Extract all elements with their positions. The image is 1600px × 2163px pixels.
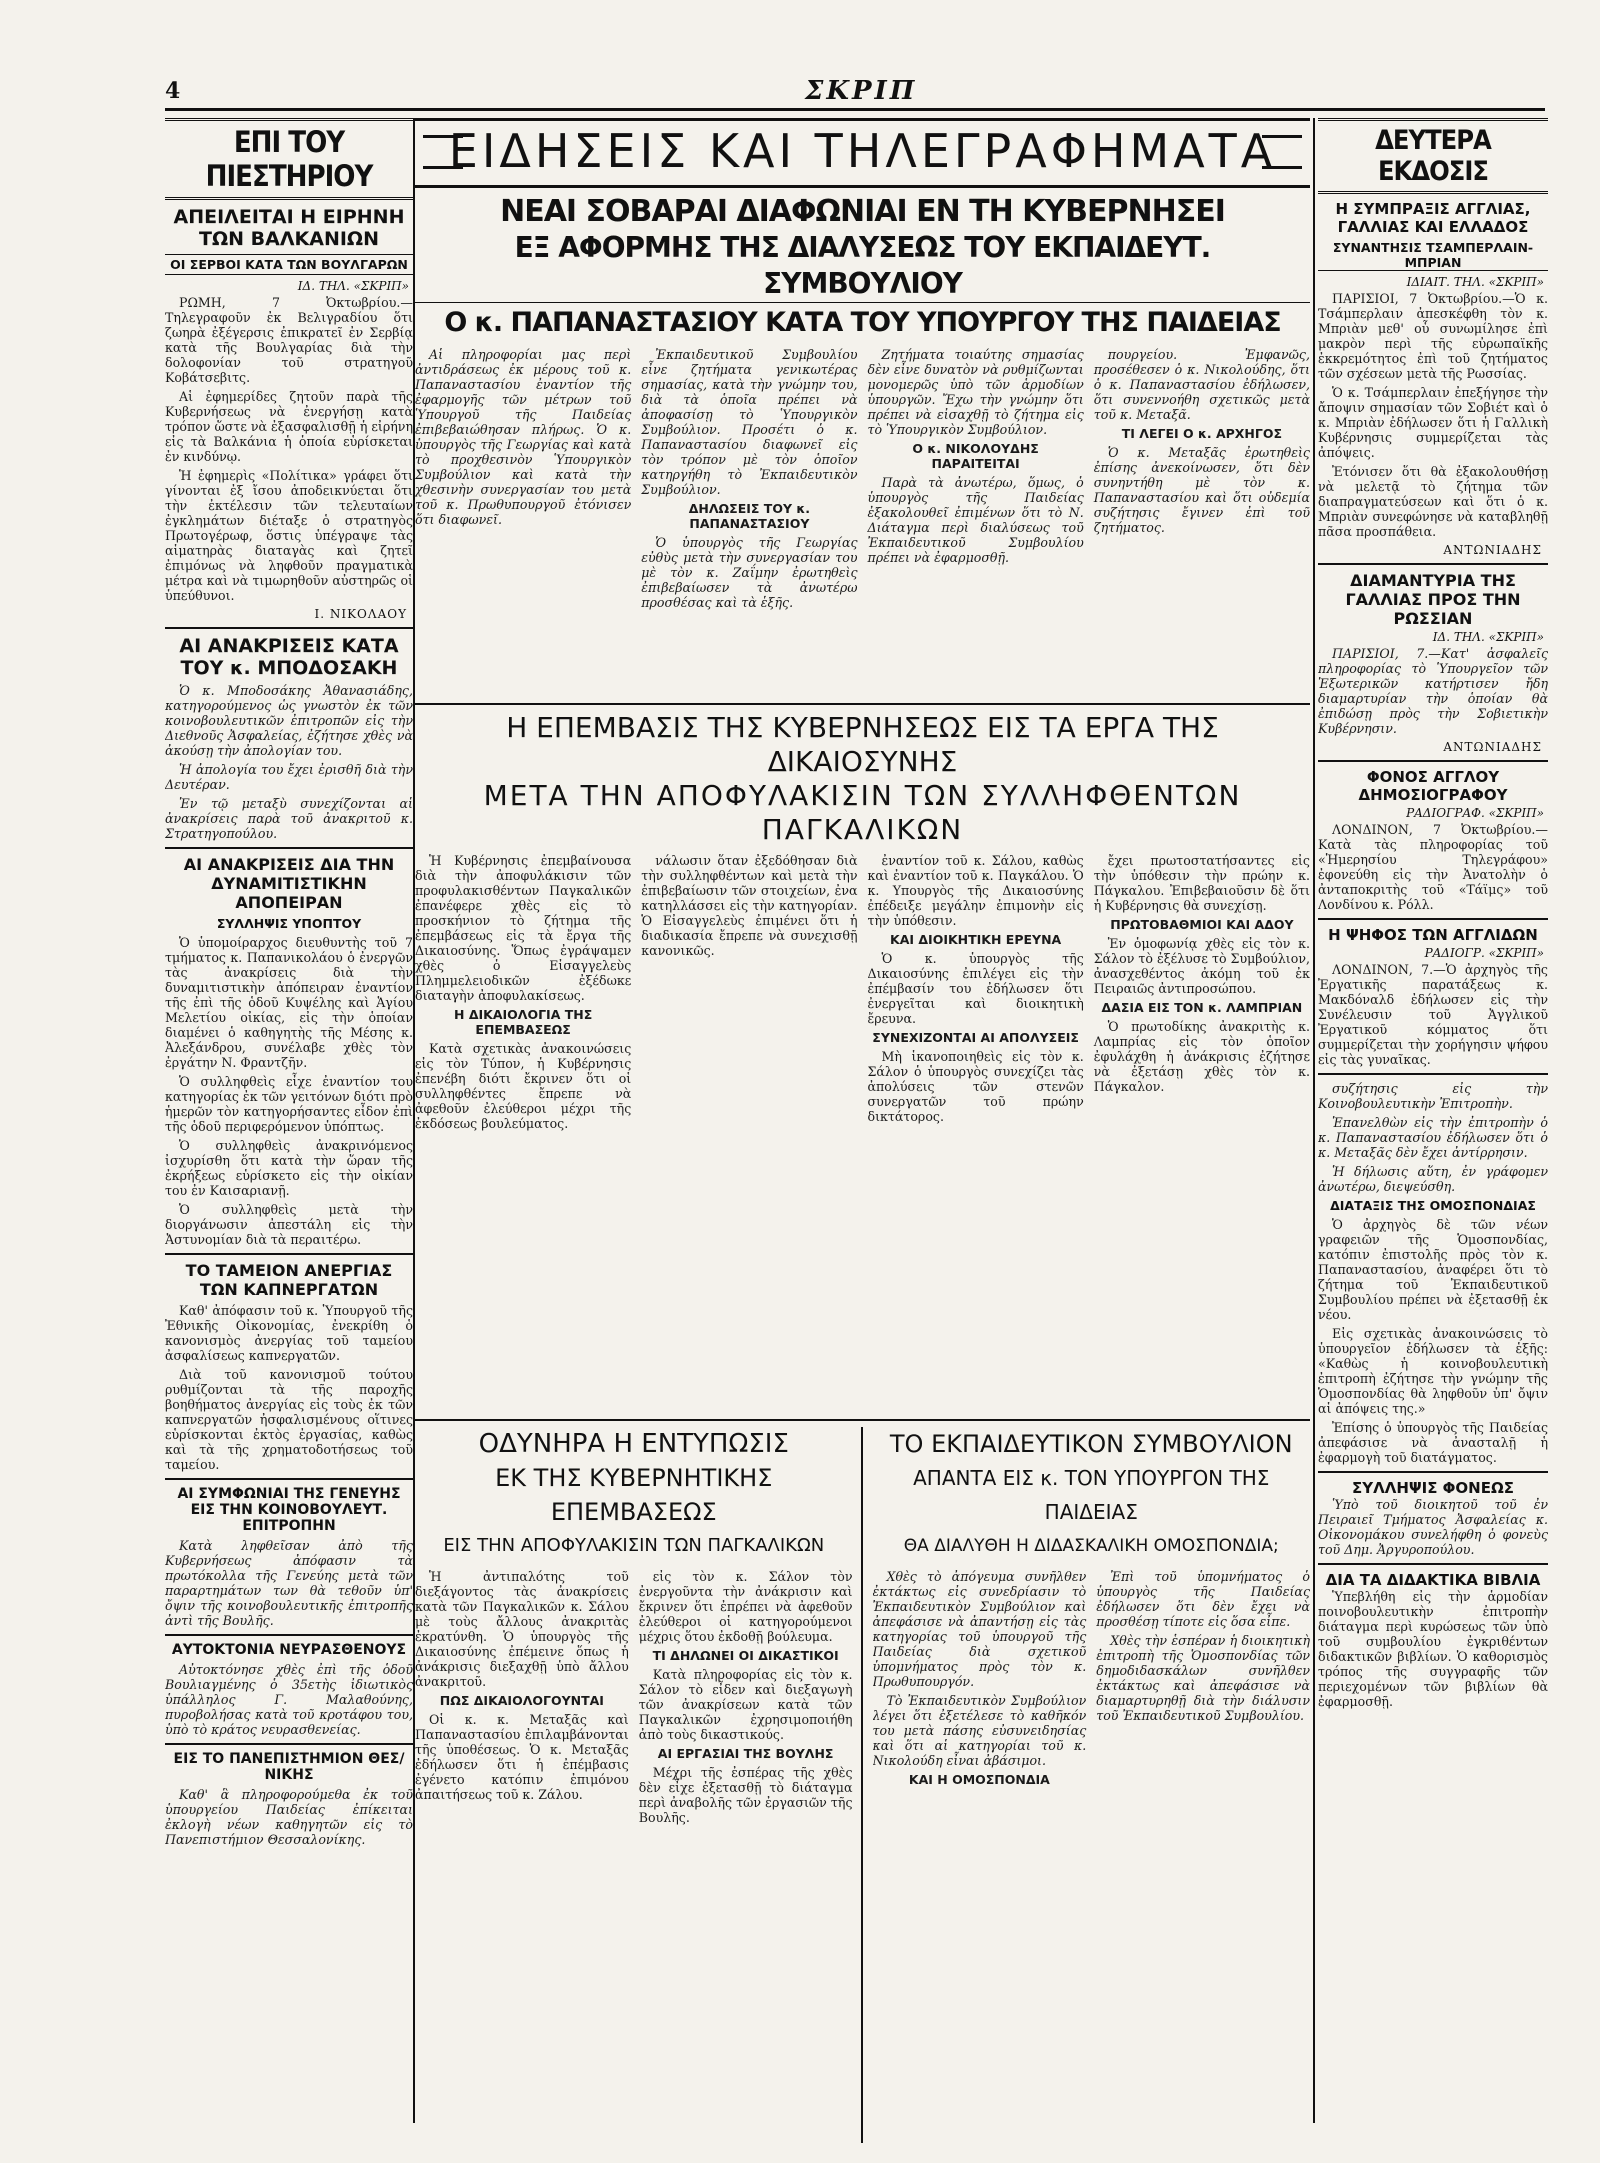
left-section-title: ΕΠΙ ΤΟΥ ΠΙΕΣΤΗΡΙΟΥ [205, 125, 373, 193]
article-body [1318, 646, 1548, 736]
article-body [165, 1538, 413, 1628]
paragraph: Κατὰ ληφθεῖσαν ἀπὸ τῆς Κυβερνήσεως ἀπόφασιν τὰ πρωτόκολλα τῆς Γενεύης μετὰ τῶν παραρτημάτων των θὰ τεθοῦν ὑπ' ὄψιν τῆς κοινοβουλευτικῆς ἐπιτροπῆς ἀντὶ τῆς Βουλῆς. [165, 1538, 413, 1628]
paper-name: ΣΚΡΙΠ [805, 76, 918, 106]
section-subhead: ΔΙΑΤΑΞΙΣ ΤΗΣ ΟΜΟΣΠΟΝΔΙΑΣ [1330, 1198, 1536, 1213]
article-headline: Η ΣΥΜΠΡΑΞΙΣ ΑΓΓΛΙΑΣ, ΓΑΛΛΙΑΣ ΚΑΙ ΕΛΛΑΔΟΣ [1335, 200, 1531, 236]
fourth-headline: ΘΑ ΔΙΑΛΥΘΗ Η ΔΙΔΑΣΚΑΛΙΚΗ ΟΜΟΣΠΟΝΔΙΑ; [903, 1536, 1279, 1556]
divider [165, 847, 413, 849]
divider [1318, 918, 1548, 920]
article-body [165, 295, 413, 603]
text-column [415, 1569, 629, 2143]
right-section-title: ΔΕΥΤΕΡΑ ΕΚΔΟΣΙΣ [1375, 125, 1491, 187]
paragraph: ΠΑΡΙΣΙΟΙ, 7.—Κατ' ἀσφαλεῖς πληροφορίας τὸ Ὑπουργεῖον τῶν Ἐξωτερικῶν κατήρτισεν ἤδη διαμαρτυρίαν τὴν ὁποίαν θὰ ἐπιδώσῃ πρὸς τὴν Σοβιετικὴν Κυβέρνησιν. [1318, 646, 1548, 736]
article-body [165, 1787, 413, 1847]
column-divider [1313, 118, 1315, 2123]
masthead-rule [165, 108, 1545, 111]
article-body [1318, 962, 1548, 1067]
article-headline: ΑΥΤΟΚΤΟΝΙΑ ΝΕΥΡΑΣΘΕΝΟΥΣ [171, 1642, 407, 1658]
article-headline: ΕΙΣ ΤΟ ΠΑΝΕΠΙΣΤΗΜΙΟΝ ΘΕΣ/ΝΙΚΗΣ [173, 1751, 405, 1783]
paragraph: Τὸ Ἐκπαιδευτικὸν Συμβούλιον λέγει ὅτι ἐξετέλεσε τὸ καθῆκόν του μετὰ πάσης εὐσυνειδησίας καὶ ὅτι αἱ κατηγορίαι τοῦ κ. Νικολούδη εἶναι ἀβάσιμοι. [872, 1693, 1087, 1768]
divider [165, 1478, 413, 1480]
article-headline: ΑΙ ΑΝΑΚΡΙΣΕΙΣ ΔΙΑ ΤΗΝ ΔΥΝΑΜΙΤΙΣΤΙΚΗΝ ΑΠΟΠΕΙΡΑΝ [183, 855, 395, 912]
section-subhead: ΚΑΙ ΔΙΟΙΚΗΤΙΚΗ ΕΡΕΥΝΑ [890, 932, 1062, 947]
article-subhead: ΣΥΛΛΗΨΙΣ ΥΠΟΠΤΟΥ [216, 916, 362, 931]
text-column [1096, 1569, 1310, 2143]
section-subhead: ΔΑΣΙΑ ΕΙΣ ΤΟΝ κ. ΛΑΜΠΡΙΑΝ [1101, 1000, 1303, 1015]
section-subhead: ΤΙ ΔΗΛΩΝΕΙ ΟΙ ΔΙΚΑΣΤΙΚΟΙ [652, 1648, 839, 1663]
dateline: ΡΑΔΙΟΓΡ. «ΣΚΡΙΠ» [1424, 946, 1544, 960]
second-article-columns [415, 853, 1310, 1413]
article-body [1318, 1589, 1548, 1709]
signature: Ι. ΝΙΚΟΛΑΟΥ [314, 607, 407, 621]
section-subhead: ΠΡΩΤΟΒΑΘΜΙΟΙ ΚΑΙ ΑΔΟΥ [1110, 917, 1294, 932]
lead-article-columns [415, 347, 1310, 697]
section-subhead: Η ΔΙΚΑΙΟΛΟΓΙΑ ΤΗΣ ΕΠΕΜΒΑΣΕΩΣ [454, 1007, 593, 1037]
article-headline: ΤΟ ΤΑΜΕΙΟΝ ΑΝΕΡΓΙΑΣ ΤΩΝ ΚΑΠΝΕΡΓΑΤΩΝ [185, 1261, 393, 1299]
paragraph: Παρὰ τὰ ἀνωτέρω, ὅμως, ὁ ὑπουργὸς τῆς Παιδείας ἐξακολουθεῖ ἐπιμένων ὅτι τὸ Ν. Διάταγμα περὶ διαλύσεως τοῦ Ἐκπαιδευτικοῦ Συμβουλίου πρέπει νὰ ἐφαρμοσθῇ. [867, 475, 1084, 565]
paragraph: Εἰς σχετικὰς ἀνακοινώσεις τὸ ὑπουργεῖον ἐδήλωσεν τὰ ἑξῆς: «Καθὼς ἡ κοινοβουλευτικὴ ἐπιτροπὴ ἐζήτησε τὴν γνώμην τῆς Ὁμοσπονδίας θὰ ληφθοῦν ὑπ' ὄψιν αἱ ἀπόψεις της.» [1318, 1326, 1548, 1416]
paragraph: Ζητήματα τοιαύτης σημασίας δὲν εἶνε δυνατὸν νὰ ρυθμίζωνται μονομερῶς ὑπὸ τῶν ἁρμοδίων ὑπουργῶν. Ἔχω τὴν γνώμην ὅτι πρέπει νὰ εἰσαχθῇ τὸ ζήτημα εἰς τὸ Ὑπουργικὸν Συμβούλιον. [867, 347, 1084, 437]
paragraph: ΡΩΜΗ, 7 Ὀκτωβρίου.—Τηλεγραφοῦν ἐκ Βελιγραδίου ὅτι ζωηρὰ ἐξέγερσις ἐπικρατεῖ ἐν Σερβίᾳ κατὰ τῆς Βουλγαρίας διὰ τὴν δολοφονίαν τοῦ στρατηγοῦ Κοβάτσεβιτς. [165, 295, 413, 385]
paragraph: ΛΟΝΔΙΝΟΝ, 7.—Ὁ ἀρχηγὸς τῆς Ἐργατικῆς παρατάξεως κ. Μακδόναλδ ἐδήλωσεν εἰς τὴν Συνέλευσιν τοῦ Ἀγγλικοῦ Ἐργατικοῦ κόμματος ὅτι συμμερίζεται τὴν χορήγησιν ψήφου εἰς τὰς γυναῖκας. [1318, 962, 1548, 1067]
paragraph: Ἐκπαιδευτικοῦ Συμβουλίου εἶνε ζητήματα γενικωτέρας σημασίας, κατὰ τὴν γνώμην του, διὰ τὰ ὁποῖα πρέπει νὰ ἀποφασίσῃ τὸ Ὑπουργικὸν Συμβούλιον. Προσέτι ὁ κ. Παπαναστασίου διαφωνεῖ εἰς τὸν τρόπον μὲ τὸν ὁποῖον κατηργήθη τὸ Ἐκπαιδευτικὸν Συμβούλιον. [641, 347, 858, 497]
paragraph: εἰς τὸν κ. Σάλον τὸν ἐνεργοῦντα τὴν ἀνάκρισιν καὶ ἔκρινεν ὅτι ἐπρέπει νὰ ἀφεθοῦν ἐλεύθεροι οἱ κατηγορούμενοι μέχρις ὅτου ἐκδοθῇ βούλευμα. [638, 1569, 853, 1644]
section-subhead: ΤΙ ΛΕΓΕΙ Ο κ. ΑΡΧΗΓΟΣ [1121, 426, 1283, 441]
divider [1318, 563, 1548, 565]
paragraph: Κατὰ πληροφορίας εἰς τὸν κ. Σάλον τὸ εἶδεν καὶ διεξαγωγὴ τῶν ἀνακρίσεων κατὰ τῶν Παγκαλικῶν ἐχρησιμοποιήθη ἀπὸ τοὺς δικαστικούς. [638, 1667, 853, 1742]
paragraph: Ὁ κ. Μεταξᾶς ἐρωτηθεὶς ἐπίσης ἀνεκοίνωσεν, ὅτι δὲν συνηντήθη μὲ τὸν κ. Παπαναστασίου καὶ ὅτι οὐδεμία συζήτησις ἔγινεν ἐπὶ τοῦ ζητήματος. [1093, 445, 1310, 535]
article-body [165, 1662, 413, 1737]
paragraph: νάλωσιν ὅταν ἐξεδόθησαν διὰ τὴν συλληφθέντων καὶ μετὰ τὴν ἐπιβεβαίωσιν τῶν στοιχείων, ἐνα κατηλλάσσει εἰς τὴν κατηγορίαν. Ὁ Εἰσαγγελεὺς ἐπιμένει ὅτι ἡ διαδικασία ἔπρεπε νὰ συνεχισθῇ κανονικῶς. [641, 853, 858, 958]
divider [415, 1419, 1310, 1421]
paragraph: Ὁ ὑπομοίραρχος διευθυντὴς τοῦ 7 τμήματος κ. Παπανικολάου ὁ ἐνεργῶν τὰς ἀνακρίσεις διὰ τὴν δυναμιτιστικὴν ἀπόπειραν ἐναντίον τῆς ἐπὶ τῆς ὁδοῦ Κυψέλης καὶ Ἁγίου Μελετίου οἰκίας, εἰς τὴν ὁποίαν διαμένει ὁ καθηγητὴς τῆς Μέσης κ. Ἀλεξάνδρου, συνέλαβε χθὲς τὸν ἐργάτην Ν. Φραντζῆν. [165, 935, 413, 1070]
paragraph: Ἐν τῷ μεταξὺ συνεχίζονται αἱ ἀνακρίσεις παρὰ τοῦ ἀνακριτοῦ κ. Στρατηγοπούλου. [165, 796, 413, 841]
text-column [639, 1569, 853, 2143]
lead-headline: ΕΞ ΑΦΟΡΜΗΣ ΤΗΣ ΔΙΑΛΥΣΕΩΣ ΤΟΥ ΕΚΠΑΙΔΕΥΤ. ΣΥΜΒΟΥΛΙΟΥ [514, 231, 1211, 300]
bottom-articles [415, 1427, 1310, 2143]
right-column [1318, 118, 1548, 2143]
paragraph: Ἐτόνισεν ὅτι θὰ ἐξακολουθήσῃ νὰ μελετᾷ τὸ ζήτημα τῶν διαπραγματεύσεων καὶ ὅτι ὁ κ. Μπριὰν συνεφώνησε νὰ καταβληθῇ πᾶσα προσπάθεια. [1318, 464, 1548, 539]
paragraph: Διὰ τοῦ κανονισμοῦ τούτου ρυθμίζονται τὰ τῆς παροχῆς βοηθήματος ἀνεργίας εἰς τοὺς ἐκ τῶν καπνεργατῶν ἠσφαλισμένους οἵτινες εὑρίσκονται ἐκτὸς ἐργασίας, καθὼς καὶ τὰ τῆς χρηματοδοτήσεως τοῦ ταμείου. [165, 1367, 413, 1472]
paragraph: Μέχρι τῆς ἐσπέρας τῆς χθὲς δὲν εἶχε ἐξετασθῇ τὸ διάταγμα περὶ ἀναβολῆς τῶν ἐργασιῶν τῆς Βουλῆς. [638, 1765, 853, 1825]
text-column [1094, 853, 1310, 1413]
paragraph: Ὁ συλληφθεὶς ἀνακρινόμενος ἰσχυρίσθη ὅτι κατὰ τὴν ὥραν τῆς ἐκρήξεως εὑρίσκετο εἰς τὴν οἰκίαν του ἐν Καισαριανῇ. [165, 1138, 413, 1198]
masthead [165, 72, 1545, 112]
text-column [641, 853, 857, 1413]
paragraph: Ὁ κ. ὑπουργὸς τῆς Δικαιοσύνης ἐπιλέγει εἰς τὴν ἐπέμβασίν του ἐδήλωσεν ὅτι ἐνεργεῖται καὶ διοικητικὴ ἔρευνα. [867, 951, 1084, 1026]
paragraph: Ὁ κ. Τσάμπερλαιν ἐπεξήγησε τὴν ἄποψιν σημασίαν τῶν Σοβιέτ καὶ ὁ κ. Μπριὰν ἐδήλωσεν ὅτι ἡ Γαλλικὴ Κυβέρνησις συμμερίζεται τὰς ἀπόψεις. [1318, 385, 1548, 460]
text-column [415, 853, 631, 1413]
divider [1318, 760, 1548, 762]
paragraph: Αἱ πληροφορίαι μας περὶ ἀντιδράσεως ἐκ μέρους τοῦ κ. Παπαναστασίου ἐναντίον τῆς ἐφαρμογῆς τῶν μέτρων τοῦ Ὑπουργοῦ τῆς Παιδείας ἐπιβεβαιώθησαν πλήρως. Ὁ κ. ὑπουργὸς τῆς Γεωργίας καὶ κατὰ τὸ προχθεσινὸν Ὑπουργικὸν Συμβούλιον καὶ κατὰ τὴν χθεσινὴν συνεργασίαν του μετὰ τοῦ κ. Πρωθυπουργοῦ ἐτόνισεν ὅτι διαφωνεῖ. [415, 347, 632, 527]
article-body [1318, 822, 1548, 912]
decorative-bars [423, 135, 463, 169]
section-subhead: ΠΩΣ ΔΙΚΑΙΟΛΟΓΟΥΝΤΑΙ [439, 1693, 604, 1708]
article-body [165, 683, 413, 841]
dateline: ΙΔΙΑΙΤ. ΤΗΛ. «ΣΚΡΙΠ» [1406, 275, 1544, 289]
paragraph: Ὑπεβλήθη εἰς τὴν ἁρμοδίαν ποινοβουλευτικὴν ἐπιτροπὴν διάταγμα περὶ κυρώσεως τῶν ὑπὸ τοῦ συμβουλίου ἐγκριθέντων διδακτικῶν βιβλίων. Ὁ καθορισμὸς τρόπος τῆς συγγραφῆς τῶν περιεχομένων τῶν βιβλίων θὰ ἐφαρμοσθῇ. [1318, 1589, 1548, 1709]
second-headline: Η ΕΠΕΜΒΑΣΙΣ ΤΗΣ ΚΥΒΕΡΝΗΣΕΩΣ ΕΙΣ ΤΑ ΕΡΓΑ ΤΗΣ ΔΙΚΑΙΟΣΥΝΗΣ [506, 711, 1219, 778]
fourth-headline: ΤΟ ΕΚΠΑΙΔΕΥΤΙΚΟΝ ΣΥΜΒΟΥΛΙΟΝ [889, 1430, 1293, 1458]
paragraph: Ἐπανελθὼν εἰς τὴν ἐπιτροπὴν ὁ κ. Παπαναστασίου ἐδήλωσεν ὅτι ὁ κ. Μεταξᾶς δὲν ἔχει ἀντίρρησιν. [1318, 1115, 1548, 1160]
main-title: ΕΙΔΗΣΕΙΣ ΚΑΙ ΤΗΛΕΓΡΑΦΗΜΑΤΑ [448, 124, 1277, 178]
third-article-columns [415, 1569, 853, 2143]
text-column [868, 853, 1084, 1413]
section-subhead: ΑΙ ΕΡΓΑΣΙΑΙ ΤΗΣ ΒΟΥΛΗΣ [657, 1746, 834, 1761]
third-headline: ΕΙΣ ΤΗΝ ΑΠΟΦΥΛΑΚΙΣΙΝ ΤΩΝ ΠΑΓΚΑΛΙΚΩΝ [443, 1535, 825, 1556]
paragraph: Ὁ πρωτοδίκης ἀνακριτὴς κ. Λαμπρίας εἰς τὸν ὁποῖον ἐφυλάχθη ἡ ἀνάκρισις ἐζήτησε νὰ ἐξετάσῃ χθὲς τὸν κ. Πάγκαλον. [1093, 1019, 1310, 1094]
article-headline: ΔΙΑΜΑΝΤΥΡΙΑ ΤΗΣ ΓΑΛΛΙΑΣ ΠΡΟΣ ΤΗΝ ΡΩΣΣΙΑΝ [1345, 571, 1521, 628]
section-subhead: ΔΗΛΩΣΕΙΣ ΤΟΥ κ. ΠΑΠΑΝΑΣΤΑΣΙΟΥ [688, 501, 810, 531]
divider [1318, 1073, 1548, 1075]
divider [415, 703, 1310, 705]
paragraph: Ἡ δήλωσις αὕτη, ἐν γράφομεν ἀνωτέρω, διεψεύσθη. [1318, 1164, 1548, 1194]
paragraph: Μὴ ἱκανοποιηθεὶς εἰς τὸν κ. Σάλον ὁ ὑπουργὸς συνεχίζει τὰς ἀπολύσεις τῶν στενῶν συνεργατῶν τοῦ πρώην δικτάτορος. [867, 1049, 1084, 1124]
left-section-title-box [165, 118, 413, 200]
paragraph: Χθὲς τὴν ἑσπέραν ἡ διοικητικὴ ἐπιτροπὴ τῆς Ὁμοσπονδίας τῶν δημοδιδασκάλων συνῆλθεν ἐκτάκτως καὶ ἀπεφάσισε νὰ διαμαρτυρηθῇ διὰ τὴν διάλυσιν τοῦ Ἐκπαιδευτικοῦ Συμβουλίου. [1096, 1633, 1310, 1723]
paragraph: Ὁ ἀρχηγὸς δὲ τῶν νέων γραφειῶν τῆς Ὁμοσπονδίας, κατόπιν ἐπιστολῆς πρὸς τὸν κ. Παπαναστασίου, ἀναφέρει ὅτι τὸ ζήτημα τοῦ Ἐκπαιδευτικοῦ Συμβουλίου πρέπει νὰ ἐξετασθῇ ἐκ νέου. [1318, 1217, 1548, 1322]
paragraph: Κατὰ σχετικὰς ἀνακοινώσεις εἰς τὸν Τύπον, ἡ Κυβέρνησις ἐπενέβη διότι ἔκρινεν ὅτι οἱ συλληφθέντες ἔπρεπε νὰ ἀφεθοῦν ἐλεύθεροι μέχρι τῆς ἐκδόσεως βουλεύματος. [415, 1041, 632, 1131]
fourth-headline: ΑΠΑΝΤΑ ΕΙΣ κ. ΤΟΝ ΥΠΟΥΡΓΟΝ ΤΗΣ ΠΑΙΔΕΙΑΣ [913, 1466, 1270, 1524]
text-column [1094, 347, 1310, 697]
article-body [165, 1303, 413, 1472]
paragraph: Ὁ κ. Μποδοσάκης Ἀθανασιάδης, κατηγορούμενος ὡς γνωστὸν ἐκ τῶν κοινοβουλευτικῶν ἐπιτροπῶν εἰς τὴν Διεθνοῦς Ἀσφαλείας, ἐζήτησε χθὲς νὰ ἀκούσῃ τὴν ἀπολογίαν του. [165, 683, 413, 758]
paragraph: Οἱ κ. κ. Μεταξᾶς καὶ Παπαναστασίου ἐπιλαμβάνονται τῆς ὑποθέσεως. Ὁ κ. Μεταξᾶς ἐδήλωσεν ὅτι ἡ ἐπέμβασις ἐγένετο κατόπιν ἐπιμόνου ἀπαιτήσεως τοῦ κ. Ζάλου. [415, 1712, 629, 1802]
paragraph: πουργείου. Ἐμφανῶς, προσέθεσεν ὁ κ. Νικολούδης, ὅτι ὁ κ. Παπαναστασίου ἐδήλωσεν, ὅτι συνεννοήθη σχετικῶς μετὰ τοῦ κ. Μεταξᾶ. [1093, 347, 1310, 422]
divider [165, 1253, 413, 1255]
fourth-article [873, 1427, 1311, 2143]
article-headline: ΔΙΑ ΤΑ ΔΙΔΑΚΤΙΚΑ ΒΙΒΛΙΑ [1325, 1571, 1541, 1589]
divider [1318, 1563, 1548, 1565]
text-column [641, 347, 857, 697]
fourth-article-columns [873, 1569, 1311, 2143]
main-title-box [415, 118, 1310, 188]
divider [1318, 1471, 1548, 1473]
lead-headline: Ο κ. ΠΑΠΑΝΑΣΤΑΣΙΟΥ ΚΑΤΑ ΤΟΥ ΥΠΟΥΡΓΟΥ ΤΗΣ ΠΑΙΔΕΙΑΣ [415, 302, 1310, 341]
divider [165, 1634, 413, 1636]
paragraph: Καθ' ἀπόφασιν τοῦ κ. Ὑπουργοῦ τῆς Ἐθνικῆς Οἰκονομίας, ἐνεκρίθη ὁ κανονισμὸς ἀνεργίας τοῦ ταμείου ἀσφαλίσεως καπνεργατῶν. [165, 1303, 413, 1363]
article-headline: ΑΙ ΣΥΜΦΩΝΙΑΙ ΤΗΣ ΓΕΝΕΥΗΣ ΕΙΣ ΤΗΝ ΚΟΙΝΟΒΟΥΛΕΥΤ. ΕΠΙΤΡΟΠΗΝ [177, 1486, 401, 1534]
paragraph: ΠΑΡΙΣΙΟΙ, 7 Ὀκτωβρίου.—Ὁ κ. Τσάμπερλαιν ἀπεσκέφθη τὸν κ. Μπριὰν μεθ' οὗ συνωμίλησε ἐπὶ μακρὸν περὶ τῆς εὐρωπαϊκῆς ἐκκρεμότητος ἐπὶ τοῦ ζητήματος τῶν σχέσεων μετὰ τῆς Ρωσσίας. [1318, 291, 1548, 381]
article-headline: ΑΙ ΑΝΑΚΡΙΣΕΙΣ ΚΑΤΑ ΤΟΥ κ. ΜΠΟΔΟΣΑΚΗ [179, 635, 399, 679]
paragraph: Καθ' ἃ πληροφορούμεθα ἐκ τοῦ ὑπουργείου Παιδείας ἐπίκειται ἐκλογὴ νέων καθηγητῶν εἰς τὸ Πανεπιστήμιον Θεσσαλονίκης. [165, 1787, 413, 1847]
dateline: ΙΔ. ΤΗΛ. «ΣΚΡΙΠ» [1432, 630, 1544, 644]
third-headline: ΟΔΥΝΗΡΑ Η ΕΝΤΥΠΩΣΙΣ [478, 1429, 789, 1459]
third-article [415, 1427, 863, 2143]
paragraph: συζήτησις εἰς τὴν Κοινοβουλευτικὴν Ἐπιτροπὴν. [1318, 1081, 1548, 1111]
paragraph: Ὁ ὑπουργὸς τῆς Γεωργίας εὐθὺς μετὰ τὴν συνεργασίαν του μὲ τὸν κ. Ζαΐμην ἐρωτηθεὶς ἐπιβεβαίωσεν τὰ ἀνωτέρω προσθέσας καὶ τὰ ἑξῆς. [641, 535, 858, 610]
lead-headline: ΝΕΑΙ ΣΟΒΑΡΑΙ ΔΙΑΦΩΝΙΑΙ ΕΝ ΤΗ ΚΥΒΕΡΝΗΣΕΙ [500, 194, 1225, 229]
article-body [1318, 1081, 1548, 1194]
text-column [873, 1569, 1087, 2143]
paragraph: Ὁ συλληφθεὶς εἶχε ἐναντίον του κατηγορίας ἐκ τῶν γειτόνων διότι πρὸ ἡμερῶν τὸν κατηγορήσαντες εἶδον ἐπὶ τῆς ὁδοῦ περιφερόμενον ὑπόπτως. [165, 1074, 413, 1134]
dateline: ΡΑΔΙΟΓΡΑΦ. «ΣΚΡΙΠ» [1406, 806, 1544, 820]
paragraph: ΛΟΝΔΙΝΟΝ, 7 Ὀκτωβρίου.—Κατὰ τὰς πληροφορίας τοῦ «Ἡμερησίου Τηλεγράφου» ἐφονεύθη εἰς τὴν Ἀνατολὴν ὁ ἀνταποκριτὴς τοῦ «Τάϊμς» τοῦ Λονδίνου κ. Ρόλλ. [1318, 822, 1548, 912]
paragraph: Ὑπὸ τοῦ διοικητοῦ τοῦ ἐν Πειραιεῖ Τμήματος Ἀσφαλείας κ. Οἰκονομάκου συνελήφθη ὁ φονεὺς τοῦ Δημ. Ἀργυροπούλου. [1318, 1497, 1548, 1557]
signature: ΑΝΤΩΝΙΑΔΗΣ [1443, 543, 1542, 557]
article-body [165, 935, 413, 1247]
paragraph: Αὐτοκτόνησε χθὲς ἐπὶ τῆς ὁδοῦ Βουλιαγμένης ὁ 35ετὴς ἰδιωτικὸς ὑπάλληλος Γ. Μαλαθούνης, πυροβολήσας κατὰ τοῦ κροτάφου του, ὑπὸ τὸ κράτος νευρασθενείας. [165, 1662, 413, 1737]
article-headline: ΦΟΝΟΣ ΑΓΓΛΟΥ ΔΗΜΟΣΙΟΓΡΑΦΟΥ [1358, 768, 1508, 804]
dateline: ΙΔ. ΤΗΛ. «ΣΚΡΙΠ» [297, 279, 409, 293]
article-subhead: ΣΥΝΑΝΤΗΣΙΣ ΤΣΑΜΠΕΡΛΑΙΝ-ΜΠΡΙΑΝ [1318, 240, 1548, 271]
text-column [415, 347, 631, 697]
left-column [165, 118, 413, 2143]
paragraph: Ἡ ἀντιπαλότης τοῦ διεξάγοντος τὰς ἀνακρίσεις κατὰ τῶν Παγκαλικῶν κ. Σάλου μὲ τοὺς ἄλλους ἀνακριτὰς ἐκρατύνθη. Ὁ ὑπουργὸς τῆς Δικαιοσύνης ἐπέμεινε ὅπως ἡ ἀνάκρισις διεξαχθῇ ὑπὸ ἄλλου ἀνακριτοῦ. [415, 1569, 629, 1689]
article-body [1318, 1217, 1548, 1465]
second-headline: ΜΕΤΑ ΤΗΝ ΑΠΟΦΥΛΑΚΙΣΙΝ ΤΩΝ ΣΥΛΛΗΦΘΕΝΤΩΝ ΠΑΓΚΑΛΙΚΩΝ [483, 779, 1242, 846]
section-subhead: Ο κ. ΝΙΚΟΛΟΥΔΗΣ ΠΑΡΑΙΤΕΙΤΑΙ [912, 441, 1039, 471]
decorative-bars [1262, 135, 1302, 169]
paragraph: Ἡ ἐφημερὶς «Πολίτικα» γράφει ὅτι γίνονται ἐξ ἴσου ἀποδεικνύεται ὅτι τὴν ἐκτέλεσιν τῶν τελευταίων ἐγκλημάτων διέταξε ὁ στρατηγὸς Πρωτογέρωφ, ὅστις ὑπέγραψε τὰς αἱματηρὰς διαταγὰς καὶ ζητεῖ ἐπιμόνως νὰ ληφθοῦν πραγματικὰ μέτρα καὶ νὰ τιμωρηθοῦν αὐστηρῶς οἱ ὑπεύθυνοι. [165, 468, 413, 603]
text-column [868, 347, 1084, 697]
paragraph: Ἡ Κυβέρνησις ἐπεμβαίνουσα διὰ τὴν ἀποφυλάκισιν τῶν προφυλακισθέντων Παγκαλικῶν ἐπανέφερε χθὲς εἰς τὸ προσκήνιον τὸ ζήτημα τῆς ἐπεμβάσεως εἰς τὰ ἔργα τῆς Δικαιοσύνης. Ὅπως ἐγράψαμεν χθὲς ὁ Εἰσαγγελεὺς Πλημμελειοδικῶν ἐξέδωκε διαταγὴν ἀποφυλακίσεως. [415, 853, 632, 1003]
article-headline: Η ΨΗΦΟΣ ΤΩΝ ΑΓΓΛΙΔΩΝ [1328, 926, 1538, 944]
paragraph: ἔχει πρωτοστατήσαντες εἰς τὴν ὑπόθεσιν τὴν πρώην κ. Πάγκαλου. Ἐπιβεβαιοῦσιν δὲ ὅτι ἡ Κυβέρνησις θὰ συνεχίσῃ. [1093, 853, 1310, 913]
section-subhead: ΚΑΙ Η ΟΜΟΣΠΟΝΔΙΑ [908, 1772, 1050, 1787]
right-section-title-box [1318, 118, 1548, 194]
article-headline: ΑΠΕΙΛΕΙΤΑΙ Η ΕΙΡΗΝΗ ΤΩΝ ΒΑΛΚΑΝΙΩΝ [173, 206, 405, 250]
paragraph: Ὁ συλληφθεὶς μετὰ τὴν διοργάνωσιν ἀπεστάλη εἰς τὴν Ἀστυνομίαν διὰ τὰ περαιτέρω. [165, 1202, 413, 1247]
paragraph: Ἐπὶ τοῦ ὑπομνήματος ὁ ὑπουργὸς τῆς Παιδείας ἐδήλωσεν ὅτι δὲν ἔχει νὰ προσθέσῃ τίποτε εἰς ὅσα εἶπε. [1096, 1569, 1310, 1629]
center-column [415, 118, 1310, 2143]
page-number: 4 [165, 78, 181, 104]
divider [165, 627, 413, 629]
article-body [1318, 291, 1548, 539]
paragraph: Χθὲς τὸ ἀπόγευμα συνῆλθεν ἐκτάκτως εἰς συνεδρίασιν τὸ Ἐκπαιδευτικὸν Συμβούλιον καὶ ἀπεφάσισε νὰ ἀπαντήσῃ εἰς τὰς κατηγορίας τοῦ ὑπουργοῦ τῆς Παιδείας διὰ σχετικοῦ ὑπομνήματος πρὸς τὸν κ. Πρωθυπουργόν. [872, 1569, 1087, 1689]
article-headline: ΣΥΛΛΗΨΙΣ ΦΟΝΕΩΣ [1352, 1479, 1514, 1497]
paragraph: Ἡ ἀπολογία του ἔχει ἐρισθῆ διὰ τὴν Δευτέραν. [165, 762, 413, 792]
third-headline: ΕΚ ΤΗΣ ΚΥΒΕΡΝΗΤΙΚΗΣ ΕΠΕΜΒΑΣΕΩΣ [495, 1464, 773, 1526]
paragraph: ἐναντίον τοῦ κ. Σάλου, καθὼς καὶ ἐναντίον τοῦ κ. Παγκάλου. Ὁ κ. Υπουργὸς τῆς Δικαιοσύνης ἐπέδειξε μεγάλην ἐπιμονὴν εἰς τὴν ὑπόθεσιν. [867, 853, 1084, 928]
article-subhead: ΟΙ ΣΕΡΒΟΙ ΚΑΤΑ ΤΩΝ ΒΟΥΛΓΑΡΩΝ [165, 254, 413, 275]
article-body [1318, 1497, 1548, 1557]
divider [165, 1743, 413, 1745]
section-subhead: ΣΥΝΕΧΙΖΟΝΤΑΙ ΑΙ ΑΠΟΛΥΣΕΙΣ [872, 1030, 1079, 1045]
signature: ΑΝΤΩΝΙΑΔΗΣ [1443, 740, 1542, 754]
paragraph: Ἐν ὁμοφωνίᾳ χθὲς εἰς τὸν κ. Σάλον τὸ ἐξέλυσε τὸ Συμβούλιον, ἀνασχεθέντος ἀκόμη τοῦ ἐκ Πειραιῶς ἀντιπροσώπου. [1093, 936, 1310, 996]
paragraph: Αἱ ἐφημερίδες ζητοῦν παρὰ τῆς Κυβερνήσεως νὰ ἐνεργήσῃ κατὰ τρόπον ὥστε νὰ ἐξασφαλισθῇ ἡ εἰρήνη εἰς τὰ Βαλκάνια ἡ ὁποία εὑρίσκεται ἐν κινδύνῳ. [165, 389, 413, 464]
paragraph: Ἐπίσης ὁ ὑπουργὸς τῆς Παιδείας ἀπεφάσισε νὰ ἀνασταλῇ ἡ ἐφαρμογὴ τοῦ διατάγματος. [1318, 1420, 1548, 1465]
